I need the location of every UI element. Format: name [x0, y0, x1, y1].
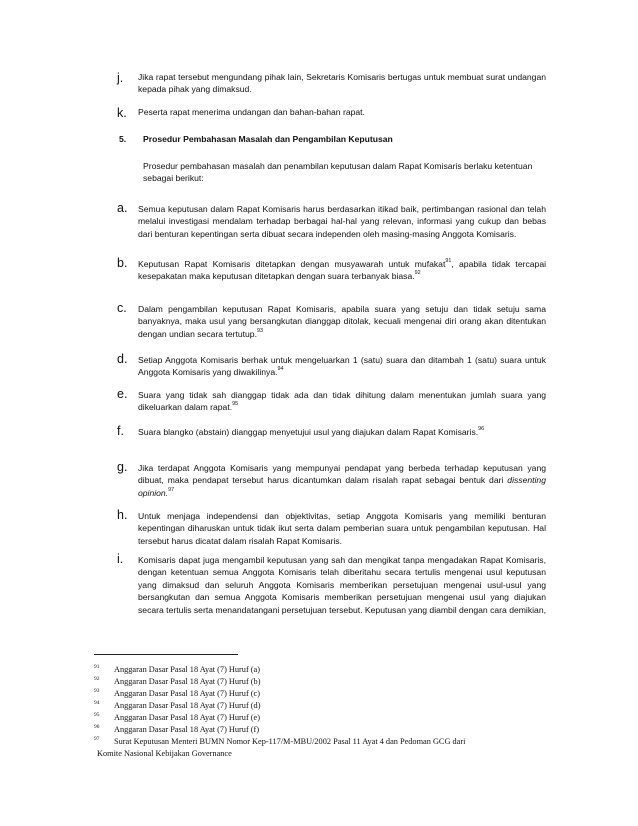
- list-item-text: Semua keputusan dalam Rapat Komisaris harus berdasarkan itikad baik, pertimbangan rasional dan telah melalui investigasi mendalam terhadap berbagai hal-hal yang relevan, informasi yang cukup dan bebas dari benturan kepentingan serta dibuat secara independen oleh masing-masing Anggota Komisaris.: [138, 204, 546, 239]
- list-item-text: Jika terdapat Anggota Komisaris yang mempunyai pendapat yang berbeda terhadap keputusan yang dibuat, maka pendapat tersebut harus dicantumkan dalam risalah rapat sebagai bentuk dari dissenting opinion.$^{97}$: [138, 463, 546, 498]
- footnote-text: Anggaran Dasar Pasal 18 Ayat (7) Huruf (e): [114, 713, 260, 722]
- footnote-number: 91: [94, 664, 100, 670]
- list-item-h: [117, 508, 546, 547]
- footnote-number: 92: [94, 676, 100, 682]
- italic-term: dissenting opinion.: [138, 475, 546, 498]
- list-item-text: Dalam pengambilan keputusan Rapat Komisaris, apabila suara yang setuju dan tidak setuju sama banyaknya, maka usul yang bersangkutan dianggap ditolak, kecuali mengenai diri orang akan ditentukan dengan undian secara tertutup.$^{93}$: [138, 304, 546, 339]
- list-item-e: [117, 387, 546, 414]
- footnote-ref: 96: [478, 426, 485, 432]
- list-item-text: Peserta rapat menerima undangan dan bahan-bahan rapat.: [138, 107, 365, 117]
- footnote-ref: 91: [445, 258, 452, 264]
- section-number: 5.: [119, 134, 127, 144]
- section-heading: [119, 134, 393, 144]
- footnote-text: Anggaran Dasar Pasal 18 Ayat (7) Huruf (b): [114, 677, 261, 686]
- footnote-number: 96: [94, 724, 100, 730]
- list-marker: j.: [117, 71, 124, 85]
- footnote-number: 97: [94, 736, 100, 742]
- list-item-d: [117, 352, 546, 379]
- list-item-f: [117, 424, 546, 438]
- list-marker: a.: [117, 201, 128, 215]
- list-marker: e.: [117, 387, 128, 401]
- list-marker: g.: [117, 460, 128, 474]
- list-item-c: [117, 301, 546, 340]
- list-marker: k.: [117, 106, 127, 120]
- footnote-number: 95: [94, 712, 100, 718]
- list-item-g: [117, 460, 546, 499]
- list-item-text: Untuk menjaga independensi dan objektivitas, setiap Anggota Komisaris yang memiliki benturan kepentingan diharuskan untuk tidak ikut serta dalam pemberian suara untuk pengambilan keputusan. Hal tersebut harus dicatat dalam risalah Rapat Komisaris.: [138, 511, 546, 546]
- footnote: [94, 736, 546, 760]
- list-marker: f.: [117, 424, 124, 438]
- list-marker: d.: [117, 352, 128, 366]
- footnote-ref: 93: [256, 327, 263, 334]
- list-item-text: Komisaris dapat juga mengambil keputusan yang sah dan mengikat tanpa mengadakan Rapat Komisaris, dengan ketentuan semua Anggota Komisaris telah diberitahu secara tertulis mengenai usul keputusan yang dimaksud dan seluruh Anggota Komisaris memberikan persetujuan mengenai usul-usul yang bersangkutan dan semua Anggota Komisaris memberikan persetujuan mengenai usul yang diajukan secara tertulis serta menandatangani persetujuan tersebut. Keputusan yang diambil dengan cara demikian,: [138, 555, 546, 615]
- list-marker: h.: [117, 508, 128, 522]
- list-marker: c.: [117, 301, 127, 315]
- section-intro: Prosedur pembahasan masalah dan penambilan keputusan dalam Rapat Komisaris berlaku ketentuan sebagai berikut:: [143, 161, 533, 184]
- list-item-text: Suara yang tidak sah dianggap tidak ada dan tidak dihitung dalam menentukan jumlah suara yang dikeluarkan dalam rapat.$^{95}$: [138, 390, 546, 413]
- list-item-j: [117, 71, 546, 96]
- list-item-text: Jika rapat tersebut mengundang pihak lain, Sekretaris Komisaris bertugas untuk membuat surat undangan kepada pihak yang dimaksud.: [138, 72, 546, 95]
- footnote-ref: 97: [168, 486, 175, 493]
- footnote-text: Anggaran Dasar Pasal 18 Ayat (7) Huruf (d): [114, 701, 261, 710]
- list-marker: i.: [117, 552, 124, 566]
- list-item-text: Setiap Anggota Komisaris berhak untuk mengeluarkan 1 (satu) suara dan ditambah 1 (satu) suara untuk Anggota Komisaris yang diwakilinya.$^{94}$: [138, 355, 546, 378]
- footnote-ref: 94: [277, 366, 284, 373]
- footnote-text: Anggaran Dasar Pasal 18 Ayat (7) Huruf (f): [114, 725, 260, 734]
- footnote-text: Anggaran Dasar Pasal 18 Ayat (7) Huruf (a): [114, 665, 260, 674]
- footnote-text-continued: Komite Nasional Kebijakan Governance: [97, 749, 232, 759]
- section-title: Prosedur Pembahasan Masalah dan Pengambilan Keputusan: [143, 134, 393, 144]
- list-item-text: Keputusan Rapat Komisaris ditetapkan dengan musyawarah untuk mufakat$^{91}$, apabila tidak tercapai kesepakatan maka keputusan ditetapkan dengan suara terbanyak biasa.$^{92}$: [138, 258, 547, 282]
- footnote-text: Anggaran Dasar Pasal 18 Ayat (7) Huruf (c): [114, 689, 260, 698]
- footnote: [94, 676, 546, 688]
- footnote: [94, 700, 546, 712]
- footnote-number: 93: [94, 688, 100, 694]
- footnote-ref: 92: [414, 270, 421, 277]
- footnote-number: 94: [94, 700, 100, 706]
- footnote: [94, 664, 546, 676]
- footnote-ref: 95: [232, 401, 239, 408]
- footnote: [94, 712, 546, 724]
- list-item-i: [117, 552, 546, 616]
- list-item-b: [117, 256, 547, 283]
- footnote-divider: [94, 654, 238, 655]
- footnote: [94, 724, 546, 736]
- list-marker: b.: [117, 256, 128, 270]
- list-item-k: [117, 106, 546, 120]
- footnote: [94, 688, 546, 700]
- list-item-text: Suara blangko (abstain) dianggap menyetujui usul yang diajukan dalam Rapat Komisaris.$^{96}$: [138, 426, 485, 437]
- footnote-text: Surat Keputusan Menteri BUMN Nomor Kep-117/M-MBU/2002 Pasal 11 Ayat 4 dan Pedoman GCG dari: [114, 737, 466, 746]
- list-item-a: [117, 201, 546, 240]
